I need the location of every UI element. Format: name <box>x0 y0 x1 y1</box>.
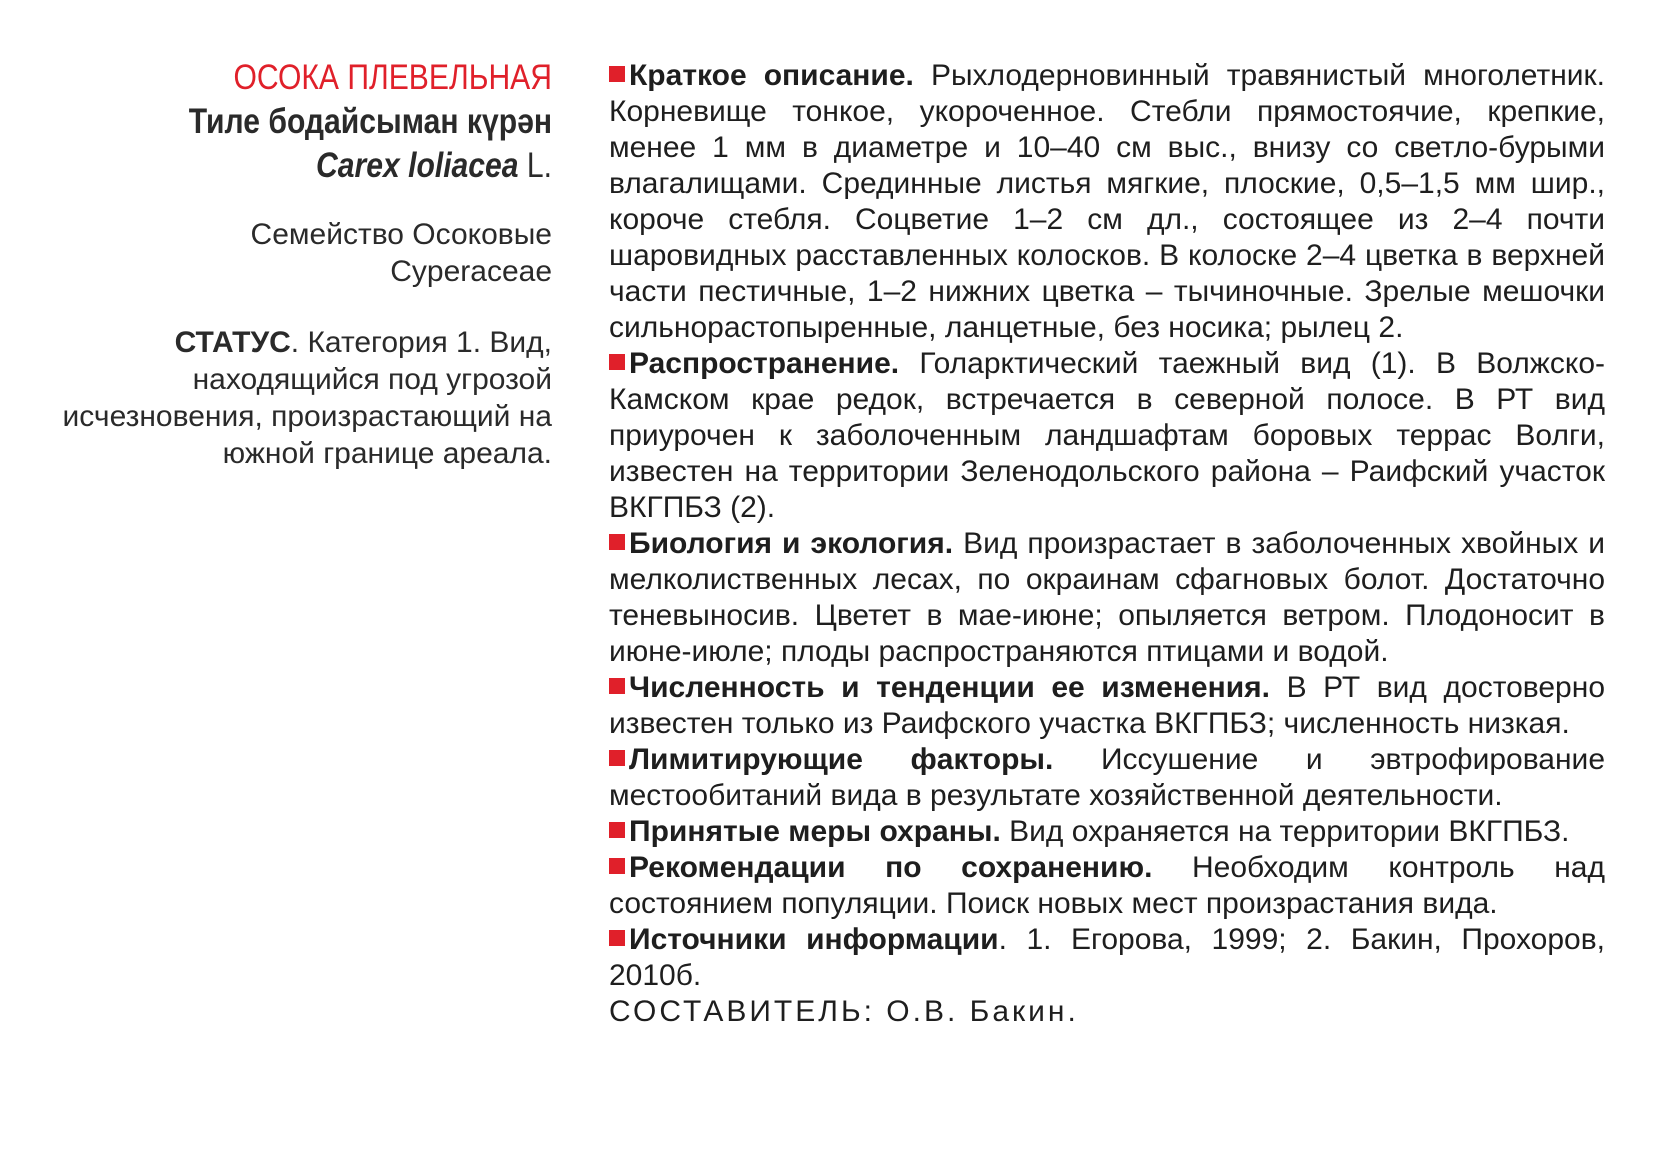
section-description <box>609 58 1605 346</box>
section-text: Необходим контроль над состоянием популяции. Поиск новых мест произрастания вида. <box>609 851 1605 920</box>
family-block <box>40 216 552 290</box>
section-text: . 1. Егорова, 1999; 2. Бакин, Прохоров, 2010б. <box>609 923 1606 992</box>
species-title-ru: ОСОКА ПЛЕВЕЛЬНАЯ <box>233 58 552 97</box>
section-marker-icon <box>609 822 625 838</box>
section-marker-icon <box>609 354 625 370</box>
section-text: В РТ вид достоверно известен только из Раифского участка ВКГПБЗ; численность низкая. <box>609 671 1605 740</box>
status-block <box>40 324 552 472</box>
latin-author: L. <box>518 146 552 185</box>
section-population <box>609 670 1605 742</box>
section-heading: Численность и тенденции ее изменения. <box>629 671 1271 704</box>
status-label: СТАТУС <box>174 326 291 359</box>
latin-name: Carex loliacea <box>316 146 519 185</box>
section-distribution <box>609 346 1605 526</box>
section-heading: Рекомендации по сохранению. <box>629 851 1153 884</box>
species-header <box>40 56 552 472</box>
section-heading: Лимитирующие факторы. <box>629 743 1054 776</box>
section-limiting-factors <box>609 742 1605 814</box>
section-text: Рыхлодерновинный травянистый многолетник. Корневище тонкое, укороченное. Стебли прямостоячие, крепкие, менее 1 мм в диаметре и 10–40 см выс., внизу со светло-бурыми влагалищами. Срединные листья мягкие, плоские, 0,5–1,5 мм шир., короче стебля. Соцветие 1–2 см дл., состоящее из 2–4 почти шаровидных расставленных колосков. В колоске 2–4 цветка в верхней части пестичные, 1–2 нижних цветка – тычиночные. Зрелые мешочки сильнорастопыренные, ланцетные, без носика; рылец 2. <box>609 59 1606 344</box>
section-marker-icon <box>609 858 625 874</box>
section-heading: Источники информации <box>629 923 999 956</box>
section-marker-icon <box>609 678 625 694</box>
section-heading: Биология и экология. <box>629 527 954 560</box>
section-marker-icon <box>609 534 625 550</box>
section-text: Голарктический таежный вид (1). В Волжско-Камском крае редок, встречается в северной полосе. В РТ вид приурочен к заболоченным ландшафтам боровых террас Волги, известен на территории Зеленодольского района – Раифский участок ВКГПБЗ (2). <box>609 347 1605 524</box>
status-text: . Категория 1. Вид, находящийся под угрозой исчезновения, произрастающий на южной границе ареала. <box>62 326 552 470</box>
section-text: Иссушение и эвтрофирование местообитаний вида в результате хозяйственной деятельности. <box>609 743 1605 812</box>
section-heading: Принятые меры охраны. <box>629 815 1001 848</box>
species-title-latin <box>112 144 552 188</box>
description-column <box>609 58 1605 1030</box>
family-ru: Семейство Осоковые <box>250 218 552 251</box>
section-biology <box>609 526 1605 670</box>
section-heading: Распространение. <box>629 347 900 380</box>
section-sources <box>609 922 1605 994</box>
section-protection-measures <box>609 814 1605 850</box>
section-marker-icon <box>609 750 625 766</box>
section-marker-icon <box>609 66 625 82</box>
section-recommendations <box>609 850 1605 922</box>
section-heading: Краткое описание. <box>629 59 914 92</box>
family-latin: Cyperaceae <box>390 255 552 288</box>
species-title-tatar: Тиле бодайсыман күрән <box>188 102 552 141</box>
section-marker-icon <box>609 930 625 946</box>
compiler-line: СОСТАВИТЕЛЬ: О.В. Бакин. <box>609 995 1079 1028</box>
section-text: Вид охраняется на территории ВКГПБЗ. <box>1000 815 1570 848</box>
section-text: Вид произрастает в заболоченных хвойных и мелколиственных лесах, по окраинам сфагновых болот. Достаточно теневыносив. Цветет в мае-июне; опыляется ветром. Плодоносит в июне-июле; плоды распространяются птицами и водой. <box>609 527 1605 668</box>
